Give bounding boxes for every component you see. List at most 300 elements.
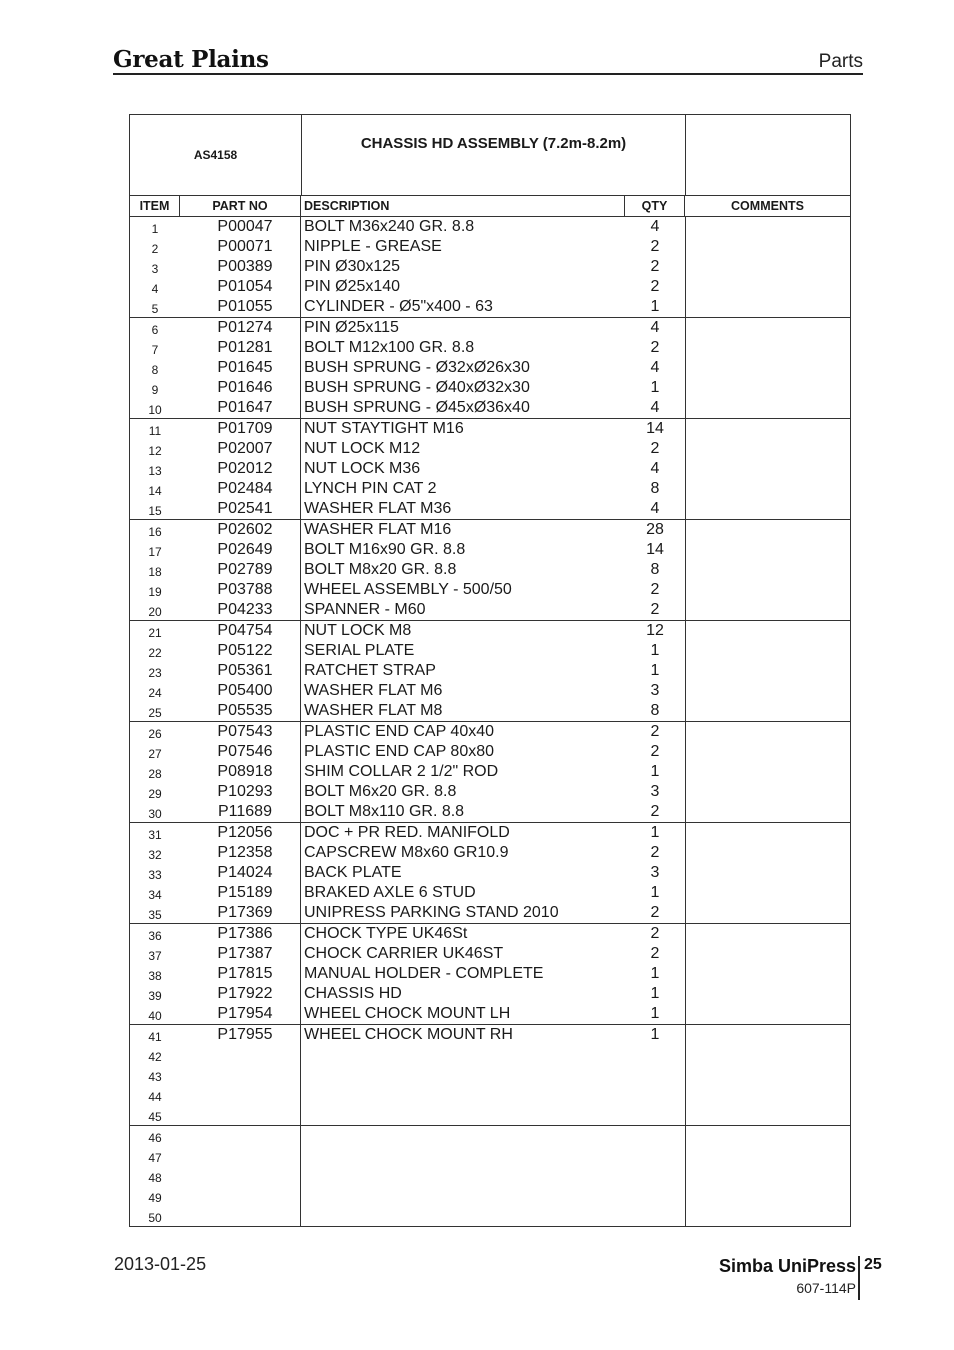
part-quantity: 3 [650, 682, 660, 699]
item-number: 48 [148, 1171, 162, 1185]
part-number: P01709 [180, 419, 301, 439]
table-row [130, 1025, 850, 1045]
part-description: WASHER FLAT M6 [304, 682, 443, 699]
part-number [180, 1206, 301, 1226]
part-number [180, 1166, 301, 1186]
part-number [180, 1186, 301, 1206]
part-comments [685, 580, 850, 600]
part-comments [685, 479, 850, 499]
part-number: P10293 [180, 782, 301, 802]
table-row [130, 419, 850, 439]
part-comments [685, 1004, 850, 1024]
table-row [130, 378, 850, 398]
table-row [130, 883, 850, 903]
part-quantity: 4 [650, 500, 660, 517]
item-number: 30 [148, 807, 162, 821]
part-quantity [625, 1206, 685, 1226]
brand-logo: Great Plains [113, 46, 269, 73]
part-description: PLASTIC END CAP 40x40 [304, 723, 495, 740]
assembly-blank-cell [686, 115, 850, 195]
part-comments [685, 1045, 850, 1065]
part-comments [685, 924, 850, 944]
item-number: 44 [148, 1090, 162, 1104]
part-comments [685, 661, 850, 681]
part-quantity: 4 [650, 359, 660, 376]
table-row [130, 802, 850, 823]
table-row [130, 681, 850, 701]
part-number: P02484 [180, 479, 301, 499]
part-quantity: 2 [650, 440, 660, 457]
part-quantity: 12 [646, 622, 664, 639]
part-quantity: 2 [650, 844, 660, 861]
part-number: P17387 [180, 944, 301, 964]
part-comments [685, 277, 850, 297]
part-comments [685, 964, 850, 984]
part-description: WHEEL CHOCK MOUNT RH [304, 1026, 513, 1043]
part-comments [685, 621, 850, 641]
table-row [130, 540, 850, 560]
table-row [130, 520, 850, 540]
part-quantity [625, 1045, 685, 1065]
item-number: 46 [148, 1131, 162, 1145]
part-number: P01274 [180, 318, 301, 338]
part-description: BOLT M16x90 GR. 8.8 [304, 541, 466, 558]
part-description: BRAKED AXLE 6 STUD [304, 884, 476, 901]
part-description: CAPSCREW M8x60 GR10.9 [304, 844, 509, 861]
part-number: P01645 [180, 358, 301, 378]
part-description: CHOCK TYPE UK46St [304, 925, 468, 942]
part-description: BOLT M8x20 GR. 8.8 [304, 561, 457, 578]
part-comments [685, 722, 850, 742]
table-row [130, 499, 850, 520]
column-header-comments: COMMENTS [731, 199, 804, 213]
table-row [130, 924, 850, 944]
part-description: BOLT M36x240 GR. 8.8 [304, 218, 475, 235]
table-row [130, 1085, 850, 1105]
part-comments [685, 560, 850, 580]
part-description: PIN Ø30x125 [304, 258, 401, 275]
table-row [130, 318, 850, 338]
part-quantity: 4 [650, 218, 660, 235]
part-description: NUT LOCK M36 [304, 460, 421, 477]
item-number: 36 [148, 929, 162, 943]
column-header-item: ITEM [130, 196, 180, 216]
part-comments [685, 297, 850, 317]
part-description: BUSH SPRUNG - Ø45xØ36x40 [304, 399, 530, 416]
item-number: 31 [148, 828, 162, 842]
part-comments [685, 318, 850, 338]
item-number: 5 [151, 302, 159, 316]
part-comments [685, 863, 850, 883]
part-description: PLASTIC END CAP 80x80 [304, 743, 495, 760]
table-row [130, 560, 850, 580]
part-number: P08918 [180, 762, 301, 782]
part-comments [685, 1166, 850, 1186]
part-quantity [625, 1186, 685, 1206]
item-number: 24 [148, 686, 162, 700]
table-row [130, 297, 850, 318]
part-comments [685, 984, 850, 1004]
part-description: PIN Ø25x140 [304, 278, 401, 295]
table-row [130, 237, 850, 257]
part-number: P12056 [180, 823, 301, 843]
part-description: BOLT M8x110 GR. 8.8 [304, 803, 465, 820]
part-number: P17815 [180, 964, 301, 984]
part-quantity: 2 [650, 743, 660, 760]
table-row [130, 439, 850, 459]
part-number [180, 1146, 301, 1166]
section-label: Parts [818, 51, 863, 72]
part-comments [685, 520, 850, 540]
part-quantity: 1 [650, 298, 660, 315]
column-header-description: DESCRIPTION [301, 196, 625, 216]
column-header-qty: QTY [625, 196, 685, 216]
part-quantity: 2 [650, 581, 660, 598]
part-comments [685, 1146, 850, 1166]
part-comments [685, 782, 850, 802]
part-comments [685, 1126, 850, 1146]
part-number: P00389 [180, 257, 301, 277]
item-number: 2 [151, 242, 159, 256]
part-comments [685, 903, 850, 923]
part-number: P04754 [180, 621, 301, 641]
page-number: 25 [864, 1256, 882, 1273]
part-comments [685, 843, 850, 863]
part-description: CHOCK CARRIER UK46ST [304, 945, 504, 962]
table-row [130, 863, 850, 883]
part-description [301, 1206, 625, 1226]
part-comments [685, 237, 850, 257]
part-quantity: 4 [650, 399, 660, 416]
item-number: 38 [148, 969, 162, 983]
table-row [130, 722, 850, 742]
part-description: BUSH SPRUNG - Ø32xØ26x30 [304, 359, 530, 376]
item-number: 3 [151, 262, 159, 276]
part-quantity: 2 [650, 904, 660, 921]
part-description: DOC + PR RED. MANIFOLD [304, 824, 510, 841]
part-comments [685, 1085, 850, 1105]
item-number: 17 [148, 545, 162, 559]
part-comments [685, 217, 850, 237]
table-row [130, 843, 850, 863]
part-description: NUT STAYTIGHT M16 [304, 420, 464, 437]
part-description: UNIPRESS PARKING STAND 2010 [304, 904, 559, 921]
item-number: 19 [148, 585, 162, 599]
item-number: 47 [148, 1151, 162, 1165]
part-comments [685, 1206, 850, 1226]
item-number: 32 [148, 848, 162, 862]
item-number: 39 [148, 989, 162, 1003]
part-comments [685, 1025, 850, 1045]
part-quantity: 1 [650, 1005, 660, 1022]
table-row [130, 1065, 850, 1085]
part-description: BACK PLATE [304, 864, 402, 881]
item-number: 18 [148, 565, 162, 579]
table-row [130, 580, 850, 600]
part-quantity: 1 [650, 379, 660, 396]
part-number: P17386 [180, 924, 301, 944]
column-header-row [130, 196, 850, 217]
part-comments [685, 641, 850, 661]
part-comments [685, 944, 850, 964]
part-description: WASHER FLAT M16 [304, 521, 452, 538]
table-row [130, 277, 850, 297]
part-description: SERIAL PLATE [304, 642, 415, 659]
footer-date: 2013-01-25 [114, 1254, 207, 1274]
table-row [130, 398, 850, 419]
item-number: 16 [148, 525, 162, 539]
part-comments [685, 762, 850, 782]
part-number: P05122 [180, 641, 301, 661]
part-quantity: 28 [646, 521, 664, 538]
part-quantity [625, 1146, 685, 1166]
part-comments [685, 1186, 850, 1206]
item-number: 40 [148, 1009, 162, 1023]
part-comments [685, 883, 850, 903]
part-description: SPANNER - M60 [304, 601, 426, 618]
part-number [180, 1126, 301, 1146]
part-description: RATCHET STRAP [304, 662, 436, 679]
table-row [130, 1126, 850, 1146]
part-description: BUSH SPRUNG - Ø40xØ32x30 [304, 379, 530, 396]
part-number: P01055 [180, 297, 301, 317]
item-number: 50 [148, 1211, 162, 1225]
parts-table [129, 114, 851, 1227]
part-comments [685, 540, 850, 560]
part-description: CYLINDER - Ø5"x400 - 63 [304, 298, 493, 315]
part-comments [685, 600, 850, 620]
table-row [130, 823, 850, 843]
part-description [301, 1085, 625, 1105]
item-number: 29 [148, 787, 162, 801]
part-comments [685, 681, 850, 701]
part-comments [685, 338, 850, 358]
item-number: 6 [151, 323, 159, 337]
item-number: 9 [151, 383, 159, 397]
part-number: P17922 [180, 984, 301, 1004]
part-number: P02007 [180, 439, 301, 459]
header-rule [113, 73, 863, 75]
item-number: 20 [148, 605, 162, 619]
part-comments [685, 439, 850, 459]
table-row [130, 479, 850, 499]
part-description: MANUAL HOLDER - COMPLETE [304, 965, 544, 982]
part-comments [685, 358, 850, 378]
item-number: 27 [148, 747, 162, 761]
part-quantity: 8 [650, 480, 660, 497]
item-number: 12 [148, 444, 162, 458]
part-quantity: 8 [650, 561, 660, 578]
table-row [130, 984, 850, 1004]
table-row [130, 358, 850, 378]
part-quantity: 2 [650, 238, 660, 255]
part-number [180, 1105, 301, 1125]
part-description: BOLT M12x100 GR. 8.8 [304, 339, 475, 356]
part-description: WHEEL CHOCK MOUNT LH [304, 1005, 511, 1022]
table-row [130, 1004, 850, 1025]
part-comments [685, 378, 850, 398]
part-quantity: 1 [650, 884, 660, 901]
part-description: NUT LOCK M8 [304, 622, 412, 639]
part-number: P04233 [180, 600, 301, 620]
table-row [130, 217, 850, 237]
item-number: 33 [148, 868, 162, 882]
item-number: 28 [148, 767, 162, 781]
assembly-code: AS4158 [130, 115, 302, 195]
footer-product-name: Simba UniPress [718, 1256, 856, 1276]
part-number [180, 1045, 301, 1065]
part-description [301, 1146, 625, 1166]
part-description [301, 1186, 625, 1206]
table-row [130, 1186, 850, 1206]
table-row [130, 621, 850, 641]
part-number [180, 1065, 301, 1085]
part-quantity: 2 [650, 925, 660, 942]
part-comments [685, 398, 850, 418]
part-number: P15189 [180, 883, 301, 903]
part-number: P14024 [180, 863, 301, 883]
part-description [301, 1126, 625, 1146]
item-number: 21 [148, 626, 162, 640]
table-row [130, 701, 850, 722]
part-description: SHIM COLLAR 2 1/2" ROD [304, 763, 499, 780]
part-number [180, 1085, 301, 1105]
table-row [130, 944, 850, 964]
item-number: 25 [148, 706, 162, 720]
part-quantity: 8 [650, 702, 660, 719]
part-description [301, 1045, 625, 1065]
item-number: 13 [148, 464, 162, 478]
part-quantity: 4 [650, 460, 660, 477]
part-description: CHASSIS HD [304, 985, 402, 1002]
part-number: P02541 [180, 499, 301, 519]
part-number: P05361 [180, 661, 301, 681]
part-comments [685, 802, 850, 822]
table-row [130, 762, 850, 782]
part-number: P07543 [180, 722, 301, 742]
part-quantity [625, 1105, 685, 1125]
item-number: 8 [151, 363, 159, 377]
part-quantity: 2 [650, 601, 660, 618]
part-quantity: 2 [650, 258, 660, 275]
table-row [130, 782, 850, 802]
part-number: P01281 [180, 338, 301, 358]
part-quantity: 1 [650, 965, 660, 982]
part-number: P01647 [180, 398, 301, 418]
table-row [130, 903, 850, 924]
table-body [130, 217, 850, 1226]
part-quantity [625, 1166, 685, 1186]
part-quantity [625, 1126, 685, 1146]
part-comments [685, 459, 850, 479]
item-number: 49 [148, 1191, 162, 1205]
table-row [130, 459, 850, 479]
part-number: P01054 [180, 277, 301, 297]
item-number: 26 [148, 727, 162, 741]
item-number: 14 [148, 484, 162, 498]
item-number: 34 [148, 888, 162, 902]
part-description: NUT LOCK M12 [304, 440, 421, 457]
part-number: P12358 [180, 843, 301, 863]
item-number: 45 [148, 1110, 162, 1124]
part-comments [685, 1105, 850, 1125]
footer-doc-number: 607-114P [796, 1280, 856, 1296]
table-row [130, 641, 850, 661]
item-number: 35 [148, 908, 162, 922]
part-comments [685, 1065, 850, 1085]
footer-divider [858, 1256, 860, 1300]
part-quantity [625, 1065, 685, 1085]
part-comments [685, 499, 850, 519]
part-quantity: 14 [646, 420, 664, 437]
item-number: 43 [148, 1070, 162, 1084]
part-number: P17369 [180, 903, 301, 923]
part-comments [685, 419, 850, 439]
table-row [130, 338, 850, 358]
part-description: WASHER FLAT M8 [304, 702, 443, 719]
table-row [130, 742, 850, 762]
table-row [130, 1206, 850, 1226]
part-description [301, 1166, 625, 1186]
part-number: P03788 [180, 580, 301, 600]
part-quantity: 2 [650, 945, 660, 962]
part-quantity: 4 [650, 319, 660, 336]
part-quantity: 2 [650, 723, 660, 740]
part-description [301, 1065, 625, 1085]
part-quantity: 2 [650, 339, 660, 356]
item-number: 1 [151, 222, 159, 236]
item-number: 7 [151, 343, 159, 357]
part-comments [685, 742, 850, 762]
part-quantity: 3 [650, 864, 660, 881]
part-number: P17954 [180, 1004, 301, 1024]
part-comments [685, 257, 850, 277]
item-number: 11 [148, 424, 162, 438]
part-quantity: 1 [650, 824, 660, 841]
item-number: 22 [148, 646, 162, 660]
part-description: LYNCH PIN CAT 2 [304, 480, 437, 497]
item-number: 10 [148, 403, 162, 417]
part-description: PIN Ø25x115 [304, 319, 399, 336]
part-number: P01646 [180, 378, 301, 398]
part-number: P00047 [180, 217, 301, 237]
part-quantity: 1 [650, 662, 660, 679]
part-number: P02789 [180, 560, 301, 580]
part-quantity: 3 [650, 783, 660, 800]
table-row [130, 964, 850, 984]
item-number: 4 [151, 282, 159, 296]
part-comments [685, 823, 850, 843]
item-number: 42 [148, 1050, 162, 1064]
column-header-part-no: PART NO [180, 196, 301, 216]
part-quantity: 1 [650, 763, 660, 780]
item-number: 23 [148, 666, 162, 680]
part-quantity: 1 [650, 1026, 660, 1043]
part-number: P05400 [180, 681, 301, 701]
item-number: 15 [148, 504, 162, 518]
part-quantity: 1 [650, 985, 660, 1002]
assembly-title: CHASSIS HD ASSEMBLY (7.2m-8.2m) [302, 115, 686, 195]
part-number: P07546 [180, 742, 301, 762]
part-number: P02649 [180, 540, 301, 560]
table-row [130, 1146, 850, 1166]
assembly-title-block [130, 115, 850, 196]
part-quantity: 2 [650, 803, 660, 820]
part-number: P00071 [180, 237, 301, 257]
table-row [130, 1045, 850, 1065]
part-description: WHEEL ASSEMBLY - 500/50 [304, 581, 512, 598]
part-description: WASHER FLAT M36 [304, 500, 452, 517]
